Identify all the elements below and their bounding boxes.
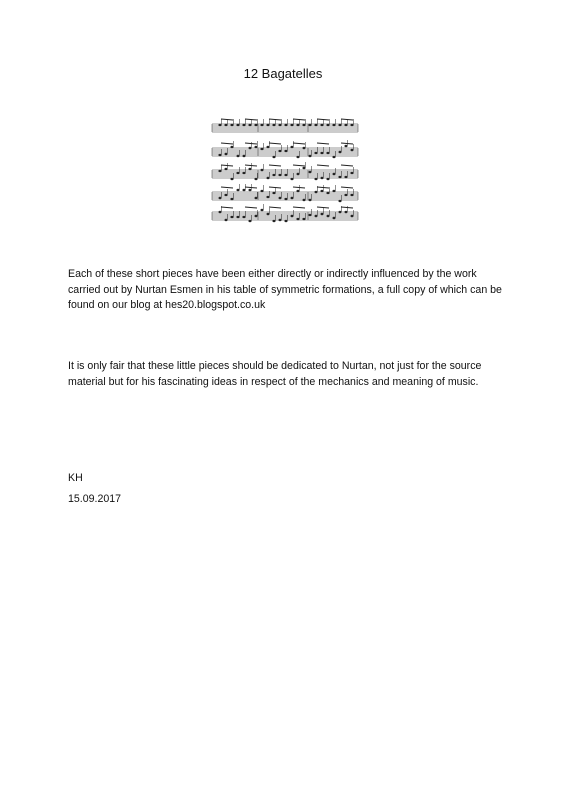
note-head — [249, 220, 252, 222]
note-head — [237, 189, 240, 191]
note-head — [333, 217, 336, 219]
note-head — [351, 194, 354, 196]
note-head — [303, 167, 306, 169]
note-head — [345, 176, 348, 178]
note-beam — [269, 165, 281, 166]
note-head — [351, 172, 354, 174]
note-head — [225, 194, 228, 196]
sheet-music-image — [198, 118, 360, 224]
note-head — [351, 215, 354, 217]
note-head — [279, 174, 282, 176]
note-head — [273, 220, 276, 222]
note-beam — [245, 165, 257, 166]
note-head — [255, 215, 258, 217]
note-beam — [341, 143, 353, 144]
note-head — [273, 124, 276, 126]
note-beam — [245, 187, 257, 188]
note-head — [345, 211, 348, 213]
note-beam — [221, 119, 233, 120]
note-head — [297, 190, 300, 192]
note-head — [225, 168, 228, 170]
note-beam — [269, 143, 281, 144]
note-beam — [293, 143, 305, 144]
note-beam — [293, 187, 305, 188]
note-head — [339, 176, 342, 178]
note-beam — [245, 143, 257, 144]
note-head — [261, 169, 264, 171]
note-head — [339, 151, 342, 153]
note-beam — [317, 119, 329, 120]
note-beam — [221, 187, 233, 188]
note-head — [249, 168, 252, 170]
note-head — [237, 155, 240, 157]
note-head — [321, 213, 324, 215]
note-head — [315, 152, 318, 154]
note-beam — [293, 165, 305, 166]
note-beam — [269, 207, 281, 208]
note-head — [285, 198, 288, 200]
note-head — [291, 124, 294, 126]
document-date: 15.09.2017 — [68, 493, 122, 505]
note-head — [291, 146, 294, 148]
note-head — [315, 191, 318, 193]
note-head — [279, 150, 282, 152]
note-head — [267, 213, 270, 215]
intro-paragraph: Each of these short pieces have been either directly or indirectly influenced by the work carried out by Nurtan Esmen in his table of symmetric formations, a full copy of which can be found on our blog at hes20.blogspot.co.uk — [68, 268, 502, 311]
note-head — [345, 194, 348, 196]
note-head — [303, 218, 306, 220]
note-head — [327, 178, 330, 180]
note-head — [309, 124, 312, 126]
note-beam — [317, 165, 329, 166]
note-head — [273, 174, 276, 176]
note-head — [309, 199, 312, 201]
note-head — [267, 146, 270, 148]
note-head — [219, 154, 222, 156]
note-head — [297, 173, 300, 175]
note-head — [333, 124, 336, 126]
note-head — [315, 178, 318, 180]
note-head — [351, 124, 354, 126]
note-beam — [245, 207, 257, 208]
note-head — [309, 155, 312, 157]
note-head — [231, 178, 234, 180]
note-head — [231, 146, 234, 148]
note-head — [303, 147, 306, 149]
note-head — [243, 155, 246, 157]
note-head — [321, 152, 324, 154]
note-head — [333, 190, 336, 192]
note-head — [333, 156, 336, 158]
note-beam — [293, 207, 305, 208]
note-head — [249, 124, 252, 126]
note-head — [315, 215, 318, 217]
note-head — [327, 215, 330, 217]
note-beam — [317, 187, 329, 188]
note-head — [279, 219, 282, 221]
note-head — [267, 196, 270, 198]
note-head — [231, 198, 234, 200]
note-head — [309, 214, 312, 216]
note-head — [345, 145, 348, 147]
note-head — [225, 219, 228, 221]
note-head — [261, 190, 264, 192]
note-head — [231, 124, 234, 126]
note-head — [321, 177, 324, 179]
note-beam — [341, 187, 353, 188]
note-head — [267, 124, 270, 126]
note-beam — [317, 143, 329, 144]
note-head — [279, 197, 282, 199]
note-head — [237, 124, 240, 126]
note-head — [285, 150, 288, 152]
note-head — [297, 156, 300, 158]
note-head — [219, 197, 222, 199]
note-beam — [269, 187, 281, 188]
note-head — [243, 216, 246, 218]
note-head — [303, 124, 306, 126]
note-head — [303, 199, 306, 201]
note-head — [291, 178, 294, 180]
note-head — [351, 149, 354, 151]
note-head — [285, 124, 288, 126]
note-beam — [341, 207, 353, 208]
note-head — [339, 124, 342, 126]
note-head — [225, 153, 228, 155]
note-head — [255, 178, 258, 180]
note-head — [297, 124, 300, 126]
note-head — [237, 216, 240, 218]
note-head — [255, 124, 258, 126]
note-beam — [293, 119, 305, 120]
note-head — [255, 146, 258, 148]
note-head — [243, 124, 246, 126]
note-head — [309, 171, 312, 173]
note-beam — [221, 143, 233, 144]
dedication-paragraph: It is only fair that these little pieces should be dedicated to Nurtan, not just for the source material but for his fascinating ideas in respect of the mechanics and meaning of music. — [68, 360, 482, 388]
note-head — [339, 211, 342, 213]
note-head — [219, 170, 222, 172]
note-head — [219, 124, 222, 126]
note-head — [243, 172, 246, 174]
note-beam — [245, 119, 257, 120]
note-beam — [317, 207, 329, 208]
note-head — [345, 124, 348, 126]
note-head — [285, 220, 288, 222]
note-head — [327, 124, 330, 126]
note-head — [315, 124, 318, 126]
note-head — [321, 190, 324, 192]
author-initials: KH — [68, 472, 83, 484]
note-head — [243, 189, 246, 191]
note-beam — [341, 165, 353, 166]
note-head — [333, 173, 336, 175]
document-title: 12 Bagatelles — [243, 66, 323, 81]
note-head — [327, 152, 330, 154]
note-head — [297, 218, 300, 220]
note-head — [327, 192, 330, 194]
note-head — [339, 200, 342, 202]
note-head — [225, 124, 228, 126]
note-head — [255, 197, 258, 199]
note-head — [261, 209, 264, 211]
note-head — [267, 177, 270, 179]
note-head — [261, 148, 264, 150]
note-head — [249, 189, 252, 191]
note-head — [273, 192, 276, 194]
note-head — [321, 124, 324, 126]
note-head — [279, 124, 282, 126]
note-head — [231, 216, 234, 218]
note-head — [249, 147, 252, 149]
note-beam — [341, 119, 353, 120]
note-head — [285, 174, 288, 176]
note-head — [291, 215, 294, 217]
note-head — [261, 124, 264, 126]
note-beam — [269, 119, 281, 120]
note-head — [219, 211, 222, 213]
note-beam — [221, 207, 233, 208]
note-head — [273, 156, 276, 158]
note-head — [237, 172, 240, 174]
note-beam — [221, 165, 233, 166]
note-head — [291, 197, 294, 199]
